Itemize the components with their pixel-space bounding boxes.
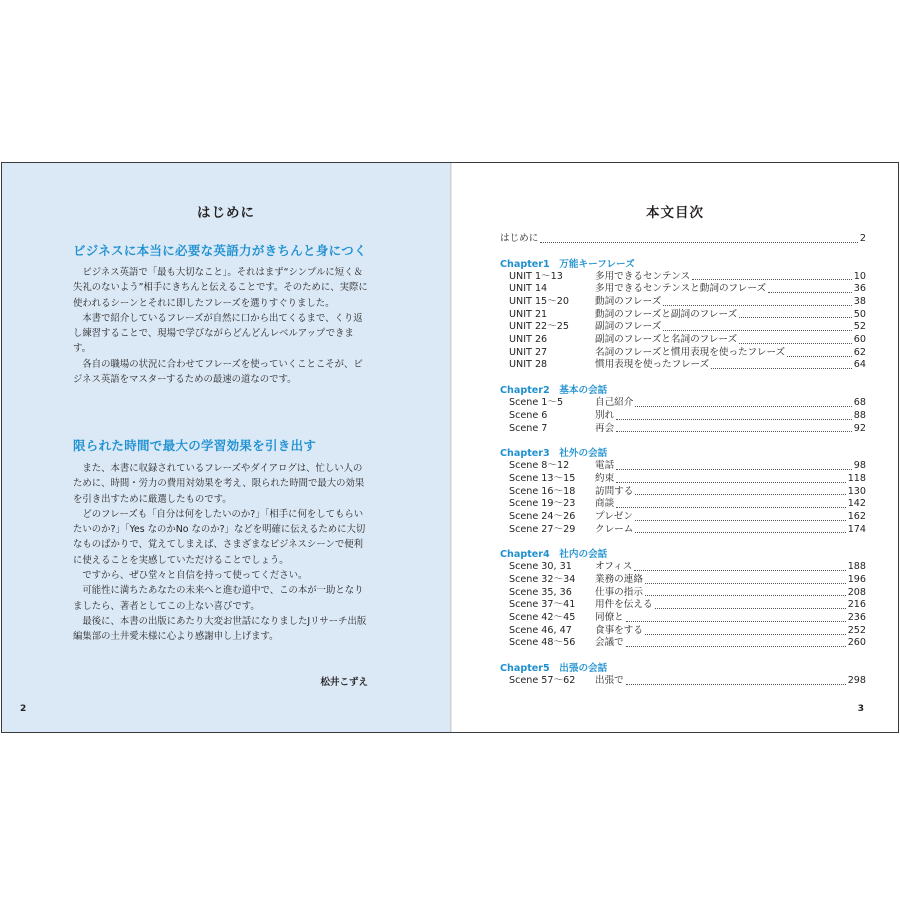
chapter-heading[interactable]: Chapter1 万能キーフレーズ [500,258,635,270]
toc-page-number: 60 [853,334,866,346]
toc-entry-title: 業務の連絡 [595,574,643,586]
toc-entry-title: 約束 [595,472,615,484]
toc-page-number: 260 [847,637,866,649]
toc-page-number: 118 [847,472,866,484]
toc-entry-title: 会議で [595,637,624,649]
toc-entry[interactable] [500,638,866,651]
table-of-contents [500,233,866,688]
toc-unit-label: UNIT 21 [509,308,548,320]
paragraph: 本書で紹介しているフレーズが自然に口から出てくるまで、くり返し練習することで、現場で学びながらどんどんレベルアップできます。 [73,312,363,355]
toc-unit-label: UNIT 14 [509,283,548,295]
section-heading: ビジネスに本当に必要な英語力がきちんと身につく [73,243,367,258]
toc-entry-title: 出張で [595,675,624,687]
toc-page-number: 142 [847,498,866,510]
toc-entry-title: 名詞のフレーズと慣用表現を使ったフレーズ [595,346,786,358]
toc-entry-title: 多用できるセンテンス [595,270,691,282]
leader-dots [635,532,845,533]
leader-dots [711,368,852,369]
paragraph: 各自の職場の状況に合わせてフレーズを使っていくことこそが、ビジネス英語をマスターするための最速の道なのです。 [73,358,363,386]
toc-entry-title: 多用できるセンテンスと動詞のフレーズ [595,283,767,295]
toc-entry[interactable] [500,271,866,284]
toc-unit-label: Scene 48～56 [509,637,576,649]
toc-unit-label: UNIT 28 [509,359,548,371]
toc-unit-label: UNIT 1～13 [509,270,563,282]
toc-entry[interactable] [500,498,866,511]
toc-page-number: 236 [847,612,866,624]
leader-dots [787,356,852,357]
toc-unit-label: UNIT 26 [509,334,548,346]
toc-unit-label: Scene 37～41 [509,599,576,611]
toc-page-number: 196 [847,574,866,586]
chapter-heading[interactable]: Chapter2 基本の会話 [500,385,608,397]
right-page [452,163,898,732]
toc-page-number: 174 [847,523,866,535]
toc-entry[interactable] [500,561,866,574]
toc-entry[interactable] [500,511,866,524]
toc-entry[interactable] [500,587,866,600]
leader-dots [645,583,846,584]
toc-unit-label: Scene 24～26 [509,510,576,522]
toc-unit-label: Scene 30, 31 [509,561,572,573]
toc-entry[interactable] [500,347,866,360]
toc-page-number: 92 [853,422,866,434]
toc-entry[interactable] [500,296,866,309]
book-spread [1,162,899,733]
toc-entry-title: 電話 [595,460,615,472]
toc-entry[interactable] [500,410,866,423]
leader-dots [663,330,851,331]
leader-dots [616,431,852,432]
toc-page-number: 130 [847,485,866,497]
toc-unit-label: Scene 1～5 [509,397,564,409]
leader-dots [645,634,846,635]
toc-unit-label: Scene 8～12 [509,460,570,472]
toc-page-number: 216 [847,599,866,611]
toc-entry-title: 動詞のフレーズ [595,296,662,308]
page-number: 2 [20,704,27,714]
toc-page-number: 10 [853,270,866,282]
toc-page-number: 38 [853,296,866,308]
leader-dots [645,595,846,596]
toc-entry[interactable] [500,423,866,436]
toc-unit-label: Scene 16～18 [509,485,576,497]
toc-entry[interactable] [500,360,866,373]
leader-dots [635,406,851,407]
toc-unit-label: Scene 32～34 [509,574,576,586]
toc-page-number: 98 [853,460,866,472]
paragraph: 可能性に満ちたあなたの未来へと進む道中で、この本が一助となりましたら、著者としてこの上ない喜びです。 [73,585,364,612]
toc-entry[interactable] [500,574,866,587]
leader-dots [626,621,846,622]
toc-entry[interactable] [500,675,866,688]
toc-page-number: 188 [847,561,866,573]
toc-entry[interactable] [500,599,866,612]
toc-entry[interactable] [500,473,866,486]
toc-entry[interactable] [500,524,866,537]
chapter-heading[interactable]: Chapter3 社外の会話 [500,448,608,460]
leader-dots [692,279,852,280]
toc-entry-title: クレーム [595,523,634,535]
toc-entry-title: 副詞のフレーズと名詞のフレーズ [595,334,738,346]
toc-unit-label: UNIT 22～25 [509,321,569,333]
paragraph: ビジネス英語で「最も大切なこと」。それはまず“シンプルに短く＆失礼のないよう”相手にきちんと伝えることです。そのために、実際に使われるシーンとそれに即したフレーズを選りすぐりました。 [73,267,368,309]
paragraph: ですから、ぜひ堂々と自信を持って使ってください。 [82,570,308,582]
toc-page-number: 162 [847,510,866,522]
toc-entry-title: 動詞のフレーズと副詞のフレーズ [595,308,738,320]
toc-page-number: 64 [853,359,866,371]
toc-unit-label: Scene 13～15 [509,472,576,484]
toc-entry-label: はじめに [500,232,539,244]
paragraph: 最後に、本書の出版にあたり大変お世話になりましたJリサーチ出版編集部の土井愛未様に心より感謝申し上げます。 [73,615,367,643]
toc-entry[interactable] [500,233,866,246]
leader-dots [616,469,852,470]
toc-entry-title: 用件を伝える [595,599,653,611]
toc-entry[interactable] [500,460,866,473]
toc-entry-title: 同僚と [595,612,624,624]
toc-spacer [500,536,866,548]
leader-dots [540,242,858,243]
leader-dots [768,292,852,293]
toc-entry-title: 訪問する [595,485,634,497]
leader-dots [635,520,846,521]
toc-page-number: 36 [853,283,866,295]
toc-page-number: 68 [853,397,866,409]
author-name: 松井こずえ [320,677,368,688]
toc-unit-label: Scene 46, 47 [509,624,572,636]
left-page [2,163,450,732]
toc-page-number: 62 [853,346,866,358]
toc-entry-title: 再会 [595,422,615,434]
toc-entry-title: 別れ [595,409,615,421]
toc-spacer [500,650,866,662]
toc-page-number: 88 [853,409,866,421]
toc-unit-label: Scene 27～29 [509,523,576,535]
leader-dots [626,684,846,685]
leader-dots [626,646,846,647]
toc-entry-title: プレゼン [595,510,633,522]
chapter-heading[interactable]: Chapter5 出張の会話 [500,663,608,675]
toc-unit-label: Scene 35, 36 [509,586,572,598]
toc-spacer [500,435,866,447]
toc-entry[interactable] [500,309,866,322]
toc-unit-label: UNIT 15～20 [509,296,569,308]
toc-unit-label: Scene 42～45 [509,612,576,624]
leader-dots [655,608,846,609]
toc-entry-title: 慣用表現を使ったフレーズ [595,359,710,371]
paragraph: また、本書に収録されているフレーズやダイアログは、忙しい人のために、時間・労力の費用対効果を考え、限られた時間で最大の効果を引き出すために厳選したものです。 [73,463,365,505]
toc-title: 本文目次 [646,205,704,221]
toc-entry-title: 副詞のフレーズ [595,321,662,333]
leader-dots [663,305,851,306]
toc-entry-title: オフィス [595,561,633,573]
toc-unit-label: UNIT 27 [509,346,548,358]
leader-dots [616,507,846,508]
toc-unit-label: Scene 7 [509,422,548,434]
toc-entry[interactable] [500,334,866,347]
page-number: 3 [857,704,864,714]
leader-dots [634,570,845,571]
toc-entry[interactable] [500,283,866,296]
section-heading: 限られた時間で最大の学習効果を引き出す [73,438,317,453]
toc-page-number: 298 [847,675,866,687]
section2-body [73,461,371,645]
toc-unit-label: Scene 6 [509,409,548,421]
toc-entry[interactable] [500,612,866,625]
chapter-heading[interactable]: Chapter4 社内の会話 [500,549,608,561]
leader-dots [739,317,852,318]
toc-entry-title: 商談 [595,498,615,510]
toc-entry-title: 仕事の指示 [595,586,643,598]
toc-entry[interactable] [500,321,866,334]
toc-page-number: 2 [859,232,866,244]
page-title: はじめに [197,205,255,221]
leader-dots [635,494,845,495]
leader-dots [616,482,846,483]
toc-unit-label: Scene 57～62 [509,675,576,687]
leader-dots [739,343,852,344]
leader-dots [616,419,852,420]
toc-entry[interactable] [500,625,866,638]
toc-entry[interactable] [500,486,866,499]
paragraph: どのフレーズも「自分は何をしたいのか?」「相手に何をしてもらいたいのか?」「Yes なのかNo なのか?」などを明確に伝えるために大切なものばかりで、覚えてしまえば、さまざまなビジネスシーンで便利に使えることを実感していただけることでしょう。 [73,508,366,566]
toc-page-number: 252 [847,624,866,636]
section1-body [73,265,371,387]
toc-entry[interactable] [500,397,866,410]
toc-page-number: 52 [853,321,866,333]
toc-spacer [500,372,866,384]
toc-page-number: 208 [847,586,866,598]
toc-unit-label: Scene 19～23 [509,498,576,510]
toc-entry-title: 自己紹介 [595,397,634,409]
toc-entry-title: 食事をする [595,624,643,636]
toc-page-number: 50 [853,308,866,320]
